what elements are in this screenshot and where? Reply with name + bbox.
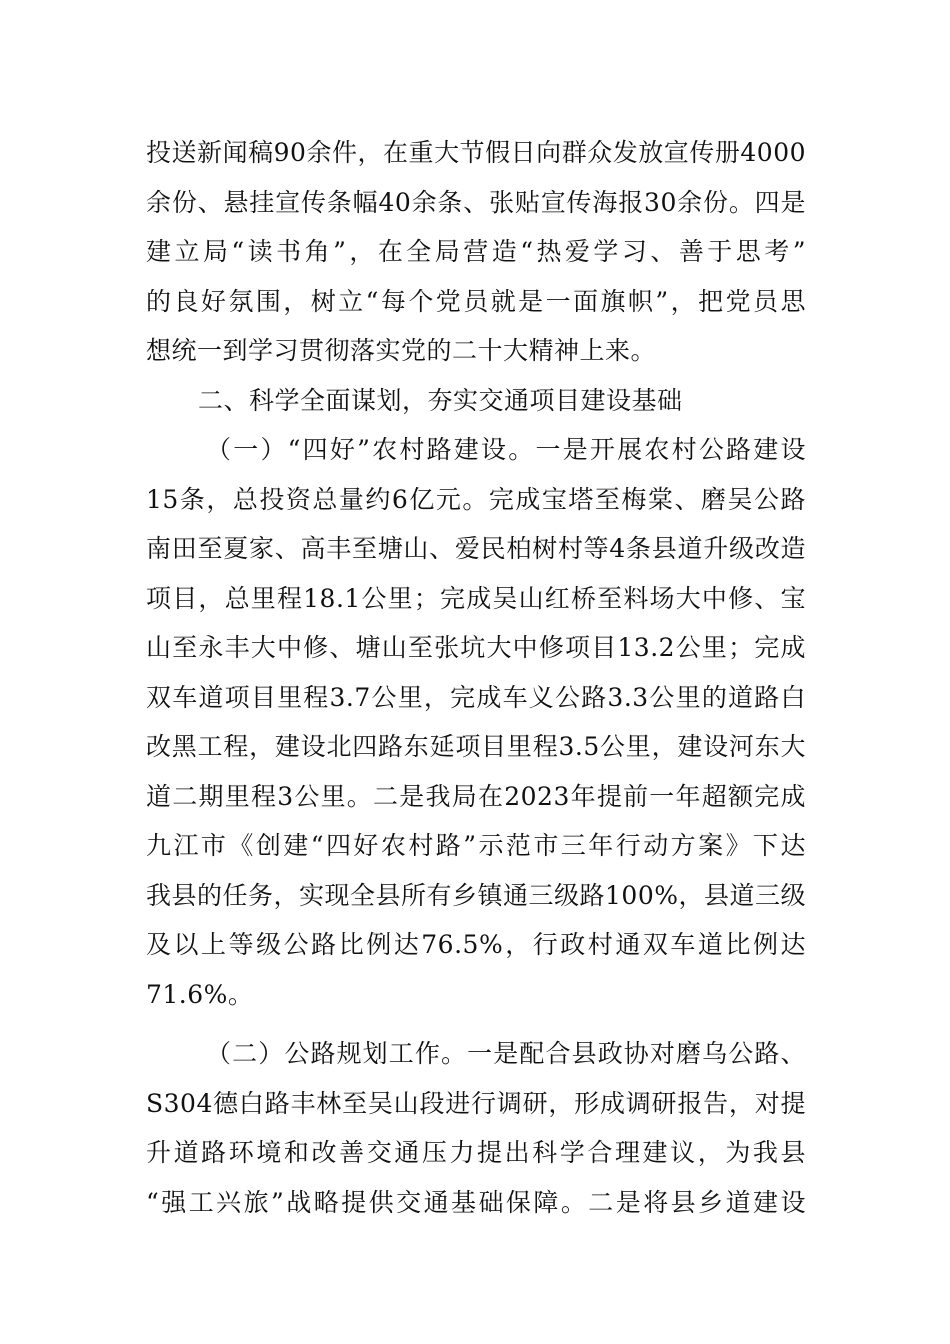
paragraph-gap (146, 1019, 806, 1029)
text-line: 余份、悬挂宣传条幅40余条、张贴宣传海报30余份。四是 (146, 187, 806, 217)
text-line: 投送新闻稿90余件，在重大节假日向群众发放宣传册4000 (146, 138, 806, 167)
text-line: 九江市《创建“四好农村路”示范市三年行动方案》下达 (146, 831, 806, 860)
text-line: S304德白路丰林至吴山段进行调研，形成调研报告，对提 (146, 1088, 806, 1118)
text-line: 15条，总投资总量约6亿元。完成宝塔至梅棠、磨吴公路 (146, 484, 806, 514)
text-line: 71.6%。 (146, 979, 254, 1009)
text-line: 南田至夏家、高丰至塘山、爱民柏树村等4条县道升级改造 (146, 534, 806, 563)
text-line: “强工兴旅”战略提供交通基础保障。二是将县乡道建设 (146, 1187, 806, 1217)
text-line: 想统一到学习贯彻落实党的二十大精神上来。 (146, 336, 657, 365)
text-line: （一）“四好”农村路建设。一是开展农村公路建设 (206, 435, 806, 464)
text-line: 改黑工程，建设北四路东延项目里程3.5公里，建设河东大 (146, 732, 806, 761)
text-line: 升道路环境和改善交通压力提出科学合理建议，为我县 (146, 1138, 806, 1167)
document-body (146, 128, 806, 1227)
text-line: 我县的任务，实现全县所有乡镇通三级路100%，县道三级 (146, 880, 806, 910)
text-line: 双车道项目里程3.7公里，完成车义公路3.3公里的道路白 (146, 682, 806, 712)
text-line: 道二期里程3公里。二是我局在2023年提前一年超额完成 (146, 781, 806, 811)
text-line: 项目，总里程18.1公里；完成吴山红桥至料场大中修、宝 (146, 583, 806, 613)
text-line: （二）公路规划工作。一是配合县政协对磨乌公路、 (206, 1039, 806, 1068)
section-heading: 二、科学全面谋划，夯实交通项目建设基础 (198, 385, 683, 415)
text-line: 山至永丰大中修、塘山至张坑大中修项目13.2公里；完成 (146, 633, 806, 662)
text-line: 的良好氛围，树立“每个党员就是一面旗帜”，把党员思 (146, 286, 806, 316)
text-line: 建立局“读书角”，在全局营造“热爱学习、善于思考” (146, 237, 806, 266)
text-line: 及以上等级公路比例达76.5%，行政村通双车道比例达 (146, 930, 806, 959)
